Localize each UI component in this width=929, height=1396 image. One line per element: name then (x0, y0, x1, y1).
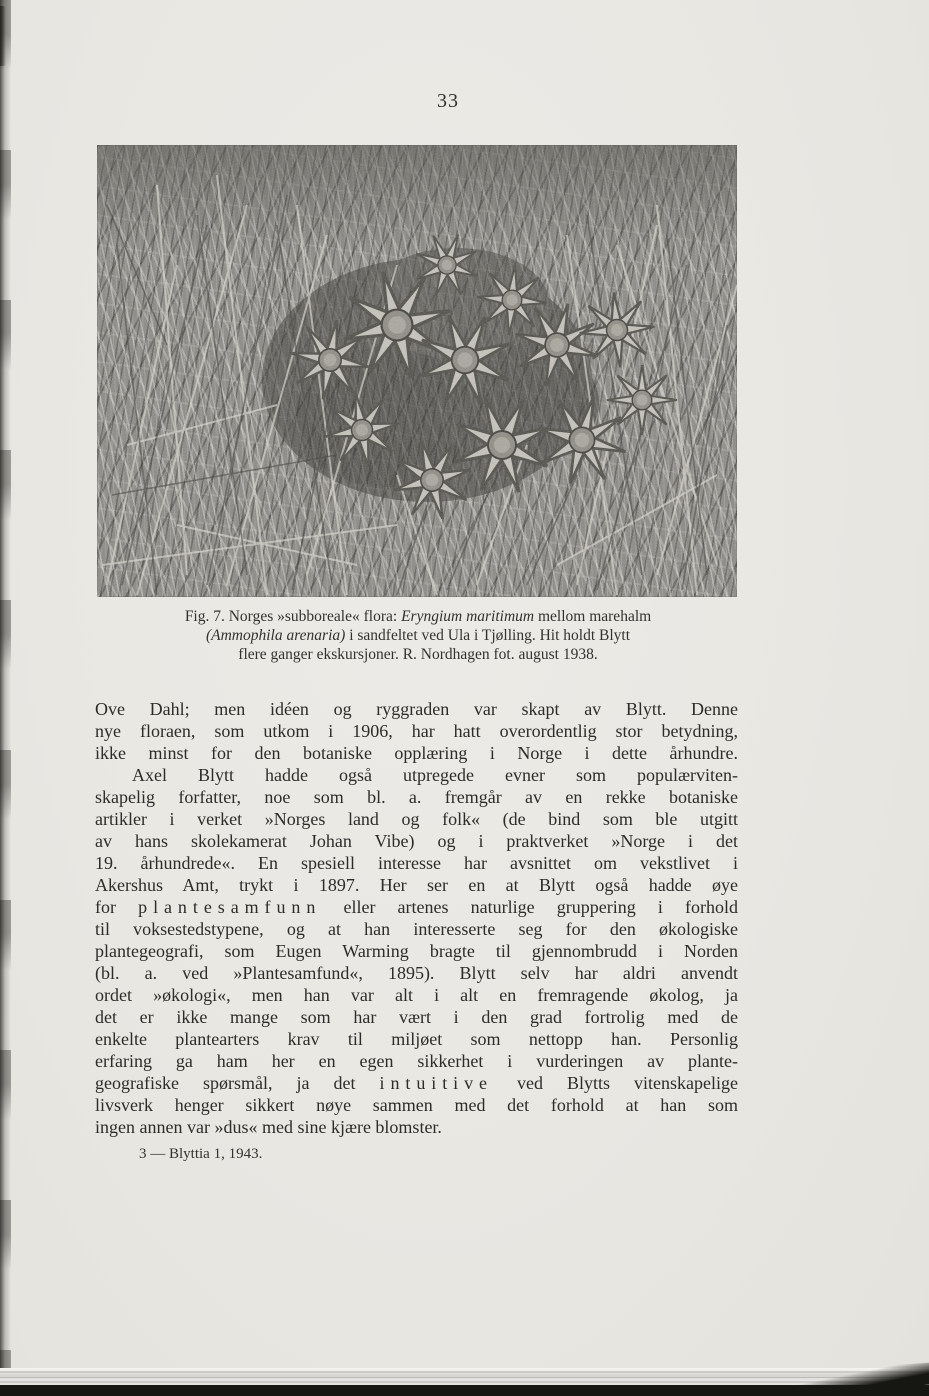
caption-line (96, 645, 740, 664)
figure-caption (96, 607, 740, 664)
text-line: ikke minst for den botaniske opplæring i Norge i dette århundre. (95, 743, 738, 763)
caption-line (96, 626, 740, 645)
text-line: enkelte plantearters krav til miljøet som nettopp han. Personlig (95, 1029, 738, 1049)
text-segment: eller artenes naturlige gruppering i forhold (321, 897, 738, 917)
caption-text: i sandfeltet ved Ula i Tjølling. Hit holdt Blytt (345, 627, 631, 644)
text-line (95, 1072, 738, 1094)
caption-text: mellom marehalm (534, 608, 652, 625)
text-line (95, 896, 738, 918)
emphasized-spaced-word: intuitive (379, 1073, 493, 1093)
book-bottom-edge (0, 1385, 929, 1396)
body-text (95, 698, 738, 1138)
eryngium-in-grass-photo (97, 145, 737, 597)
text-segment: geografiske spørsmål, ja det (95, 1073, 380, 1093)
text-line: av hans skolekamerat Johan Vibe) og i praktverket »Norge i det (95, 831, 738, 851)
book-binding-edge (0, 0, 11, 1396)
figure-photo (97, 145, 737, 597)
text-line: nye floraen, som utkom i 1906, har hatt overordentlig stor betydning, (95, 721, 738, 741)
text-line: (bl. a. ved »Plantesamfund«, 1895). Blytt selv har aldri anvendt (95, 963, 738, 983)
text-line: det er ikke mange som har vært i den grad fortrolig med de (95, 1007, 738, 1027)
caption-line (96, 607, 740, 626)
text-line: artikler i verket »Norges land og folk« (de bind som ble utgitt (95, 809, 738, 829)
emphasized-spaced-word: plantesamfunn (138, 897, 322, 917)
text-line: skapelig forfatter, noe som bl. a. fremgår av en rekke botaniske (95, 787, 738, 807)
caption-text: Fig. 7. Norges »subboreale« flora: (184, 608, 402, 625)
text-line: plantegeografi, som Eugen Warming bragte til gjennombrudd i Norden (95, 941, 738, 961)
text-segment: ved Blytts vitenskapelige (492, 1073, 739, 1093)
text-line: til voksestedstypene, og at han interesserte seg for den økologiske (95, 919, 738, 939)
species-name-italic: Eryngium maritimum (401, 608, 535, 625)
caption-text: flere ganger ekskursjoner. R. Nordhagen fot. august 1938. (238, 646, 598, 663)
species-name-italic: (Ammophila arenaria) (205, 627, 346, 644)
text-line: Axel Blytt hadde også utpregede evner som populærviten- (132, 765, 738, 785)
text-line: 19. århundrede«. En spesiell interesse har avsnittet om vekstlivet i (95, 853, 738, 873)
binding-shadow-mark (0, 6, 7, 66)
text-line: ordet »økologi«, men han var alt i alt en fremragende økolog, ja (95, 985, 738, 1005)
text-line: erfaring ga ham her en egen sikkerhet i vurderingen av plante- (95, 1051, 738, 1071)
page-number: 33 (437, 90, 459, 112)
text-line: Akershus Amt, trykt i 1897. Her ser en at Blytt også hadde øye (95, 875, 738, 895)
text-segment: for (95, 897, 139, 917)
text-line: ingen annen var »dus« med sine kjære blomster. (95, 1117, 442, 1137)
text-line: Ove Dahl; men idéen og ryggraden var skapt av Blytt. Denne (95, 699, 738, 719)
footnote: 3 — Blyttia 1, 1943. (139, 1146, 263, 1162)
text-line: livsverk henger sikkert nøye sammen med det forhold at han som (95, 1095, 738, 1115)
